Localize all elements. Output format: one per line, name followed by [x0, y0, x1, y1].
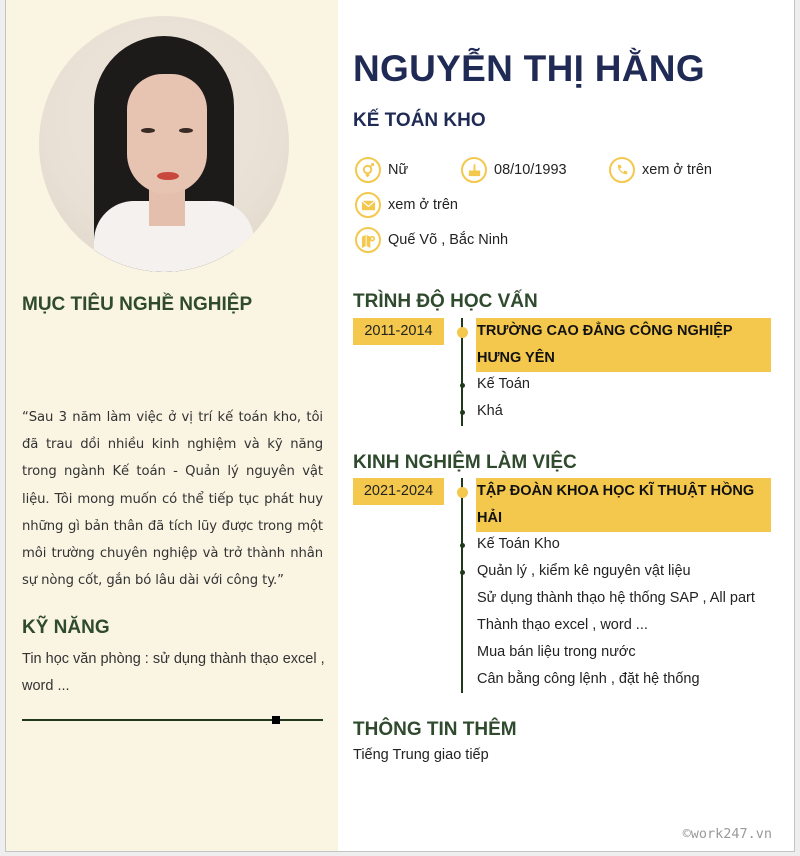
experience-timeline	[461, 478, 463, 693]
phone-icon	[609, 157, 635, 183]
timeline-dot	[457, 327, 468, 338]
experience-detail: Cân bằng công lệnh , đặt hệ thống	[477, 671, 700, 687]
education-period: 2011-2014	[353, 318, 444, 345]
experience-company: TẬP ĐOÀN KHOA HỌC KĨ THUẬT HỒNG HẢI	[476, 478, 771, 532]
skill-item: Tin học văn phòng : sử dụng thành thạo excel , word ...	[22, 651, 325, 694]
avatar	[39, 16, 289, 272]
address-info	[355, 227, 508, 253]
experience-detail: Quản lý , kiểm kê nguyên vật liệu	[477, 563, 691, 579]
job-title: KẾ TOÁN KHO	[353, 110, 486, 131]
email-value: xem ở trên	[388, 197, 458, 213]
experience-detail: Thành thạo excel , word ...	[477, 617, 648, 633]
experience-period: 2021-2024	[353, 478, 444, 505]
skill-level-bar	[22, 719, 323, 721]
address-value: Quế Võ , Bắc Ninh	[388, 232, 509, 248]
additional-info-title: THÔNG TIN THÊM	[353, 719, 517, 740]
phone-info	[609, 157, 712, 183]
birthday-info	[461, 157, 567, 183]
timeline-bullet	[460, 543, 465, 548]
candidate-name: NGUYỄN THỊ HẰNG	[353, 48, 705, 89]
left-panel	[6, 0, 338, 851]
birthday-cake-icon	[461, 157, 487, 183]
gender-icon	[355, 157, 381, 183]
timeline-dot	[457, 487, 468, 498]
objective-title: MỤC TIÊU NGHỀ NGHIỆP	[22, 294, 253, 315]
gender-value: Nữ	[388, 162, 409, 178]
experience-detail: Sử dụng thành thạo hệ thống SAP , All part	[477, 590, 755, 606]
education-title: TRÌNH ĐỘ HỌC VẤN	[353, 291, 538, 312]
skills-title: KỸ NĂNG	[22, 617, 110, 638]
map-pin-icon	[355, 227, 381, 253]
timeline-bullet	[460, 383, 465, 388]
experience-title: KINH NGHIỆM LÀM VIỆC	[353, 452, 577, 473]
experience-detail: Kế Toán Kho	[477, 536, 560, 552]
skill-level-knob	[272, 716, 280, 724]
email-icon	[355, 192, 381, 218]
education-school: TRƯỜNG CAO ĐẲNG CÔNG NGHIỆP HƯNG YÊN	[476, 318, 771, 372]
timeline-bullet	[460, 570, 465, 575]
gender-info	[355, 157, 408, 183]
timeline-bullet	[460, 410, 465, 415]
cv-page	[5, 0, 795, 852]
phone-value: xem ở trên	[642, 162, 712, 178]
birthday-value: 08/10/1993	[494, 162, 567, 178]
education-detail: Khá	[477, 403, 503, 419]
watermark: ©work247.vn	[682, 826, 772, 842]
email-info	[355, 192, 458, 218]
experience-detail: Mua bán liệu trong nước	[477, 644, 636, 660]
education-detail: Kế Toán	[477, 376, 530, 392]
objective-text: “Sau 3 năm làm việc ở vị trí kế toán kho, tôi đã trau dồi nhiều kinh nghiệm và kỹ năng trong ngành Kế toán - Quản lý nguyên vật liệu. Tôi mong muốn có thể tiếp tục phát huy những gì bản thân đã tích lũy được trong một môi trường chuyên nghiệp và trở thành nhân sự nòng cốt, gắn bó lâu dài với công ty.”	[22, 410, 323, 589]
additional-info-text: Tiếng Trung giao tiếp	[353, 747, 489, 763]
